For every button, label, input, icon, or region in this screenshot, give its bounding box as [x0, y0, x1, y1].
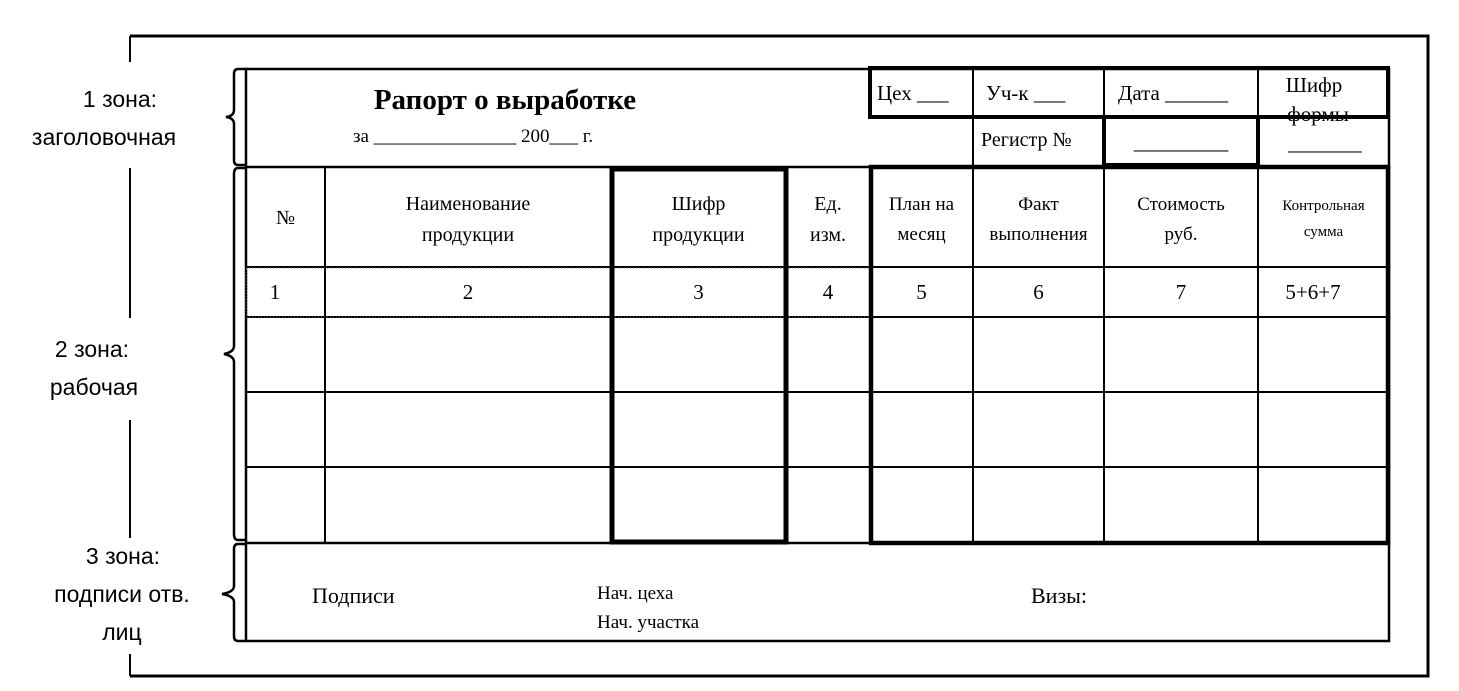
- column-header-5-line2: месяц: [897, 224, 946, 245]
- column-header-4-line2: изм.: [810, 224, 846, 246]
- column-number-4: 4: [822, 280, 834, 304]
- column-header-2-line1: Наименование: [405, 193, 531, 215]
- column-number-3: 3: [693, 280, 704, 304]
- column-number-7: 7: [1175, 280, 1187, 304]
- column-number-1: 1: [269, 280, 281, 304]
- form-border: [246, 69, 1389, 641]
- column-header-8-line2: сумма: [1303, 224, 1344, 240]
- column-number-6: 6: [1033, 280, 1044, 304]
- zone-1-brace: [226, 69, 246, 165]
- footer-head-section: Нач. участка: [597, 612, 700, 633]
- zone-3-label-line1: 3 зона:: [85, 543, 161, 569]
- column-header-6-line2: выполнения: [989, 224, 1088, 245]
- column-header-3-line2: продукции: [652, 224, 745, 246]
- work-table: [246, 167, 1389, 543]
- zone-3-label-line3: лиц: [102, 619, 142, 645]
- form-code-blank: _______: [1288, 131, 1362, 155]
- form-title: Рапорт о выработке: [373, 84, 637, 116]
- form-code-label-line1: Шифр: [1285, 73, 1343, 97]
- footer-signatures: Подписи: [312, 583, 395, 608]
- column-header-7-line1: Стоимость: [1137, 194, 1225, 215]
- column-header-5-line1: План на: [888, 194, 955, 215]
- column-header-1-line1: №: [275, 207, 296, 229]
- column-header-2-line2: продукции: [421, 224, 515, 246]
- column-header-6-line1: Факт: [1018, 194, 1059, 215]
- column-header-4-line1: Ед.: [814, 193, 842, 215]
- column-header-8-line1: Контрольная: [1282, 198, 1365, 214]
- footer-visas: Визы:: [1031, 583, 1088, 608]
- footer-head-shop: Нач. цеха: [597, 583, 674, 604]
- column-number-8: 5+6+7: [1285, 280, 1341, 304]
- zone-3-label-line2: подписи отв.: [54, 581, 190, 607]
- column-number-2: 2: [462, 280, 474, 304]
- zone-1-label-line2: заголовочная: [31, 124, 177, 150]
- zone-2-label-line1: 2 зона:: [54, 336, 130, 362]
- header-date: Дата ______: [1118, 81, 1229, 105]
- zone-1-label-line1: 1 зона:: [82, 86, 158, 112]
- zone-3-brace: [222, 544, 246, 641]
- header-register-blank: _________: [1133, 130, 1229, 154]
- zone-2-brace: [224, 168, 246, 540]
- column-header-3-line1: Шифр: [671, 193, 726, 215]
- zone-2-label-line2: рабочая: [49, 374, 139, 400]
- header-register-label: Регистр №: [981, 129, 1072, 151]
- header-tseh: Цех ___: [877, 81, 949, 105]
- form-code-label-line2: формы: [1287, 102, 1349, 126]
- header-uch: Уч-к ___: [986, 81, 1066, 105]
- form-period: за _______________ 200___ г.: [353, 126, 594, 147]
- column-number-5: 5: [916, 280, 927, 304]
- numbering-row-shade: [246, 268, 870, 317]
- column-header-7-line2: руб.: [1164, 224, 1198, 245]
